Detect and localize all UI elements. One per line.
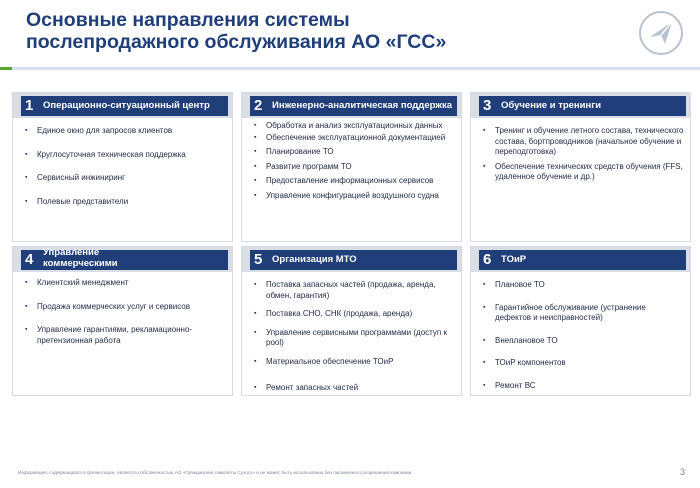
- card-header: [21, 96, 228, 116]
- list-item: ▪ Поставка запасных частей (продажа, аренда, обмен, гарантия): [254, 280, 455, 301]
- list-item: ▪ Продажа коммерческих услуг и сервисов: [25, 302, 226, 313]
- title-divider: [0, 67, 700, 70]
- card-items: [254, 280, 455, 394]
- list-item: ▪ Круглосуточная техническая поддержка: [25, 150, 226, 161]
- page-title: [26, 9, 586, 53]
- card-number: 6: [483, 251, 492, 268]
- list-item: ▪ Обеспечение эксплуатационной документацией: [254, 133, 455, 144]
- card-logistics: [241, 246, 462, 396]
- list-item: ▪ Предоставление информационных сервисов: [254, 176, 455, 187]
- card-engineering-support: [241, 92, 462, 242]
- list-item: ▪ Управление гарантиями, рекламационно-претензионная работа: [25, 325, 226, 346]
- list-item: ▪ ТОиР компонентов: [483, 358, 684, 369]
- list-item: ▪ Плановое ТО: [483, 280, 684, 291]
- list-item: ▪ Ремонт запасных частей: [254, 383, 455, 394]
- card-header: [21, 247, 228, 280]
- card-items: [25, 126, 226, 207]
- card-header: [250, 96, 457, 116]
- card-number: 3: [483, 97, 492, 114]
- list-item: ▪ Тренинг и обучение летного состава, технического состава, бортпроводников (начальное обучение и переподготовка): [483, 126, 684, 158]
- page-title-line-2: послепродажного обслуживания АО «ГСС»: [26, 31, 447, 53]
- list-item: ▪ Поставка СНО, СНК (продажа, аренда): [254, 309, 455, 320]
- list-item: ▪ Управление сервисными программами (доступ к pool): [254, 328, 455, 349]
- card-items: [483, 280, 684, 391]
- page-number: 3: [680, 467, 686, 477]
- card-title: Управление коммерческими услугами: [43, 247, 118, 280]
- list-item: ▪ Сервисный инжиниринг: [25, 173, 226, 184]
- page-title-line-1: Основные направления системы: [26, 9, 350, 31]
- list-item: ▪ Внеплановое ТО: [483, 336, 684, 347]
- list-item: ▪ Ремонт ВС: [483, 381, 684, 392]
- card-header: [250, 250, 457, 270]
- list-item: ▪ Гарантийное обслуживание (устранение дефектов и неисправностей): [483, 303, 684, 324]
- list-item: ▪ Единое окно для запросов клиентов: [25, 126, 226, 137]
- list-item: ▪ Клиентский менеджмент: [25, 278, 226, 289]
- card-items: [25, 278, 226, 346]
- list-item: ▪ Планирование ТО: [254, 147, 455, 158]
- card-title: Операционно-ситуационный центр: [43, 100, 210, 111]
- card-number: 4: [25, 251, 34, 268]
- card-number: 5: [254, 251, 263, 268]
- card-title: Обучение и тренинги: [501, 100, 602, 111]
- footer-disclaimer: Информация, содержащаяся в презентации, является собственностью АО «Гражданские самолеты Сухого» и не может быть использована без письменного разрешения компании: [18, 470, 412, 475]
- card-title: Организация МТО: [272, 254, 357, 265]
- card-title: ТОиР: [501, 254, 527, 265]
- card-training: [470, 92, 691, 242]
- card-number: 1: [25, 97, 34, 114]
- list-item: ▪ Материальное обеспечение ТОиР: [254, 357, 455, 368]
- card-number: 2: [254, 97, 263, 114]
- list-item: ▪ Управление конфигурацией воздушного судна: [254, 191, 455, 202]
- company-logo-icon: [638, 10, 684, 56]
- list-item: ▪ Обеспечение технических средств обучения (FFS, удаленное обучение и др.): [483, 162, 684, 183]
- card-items: [483, 126, 684, 183]
- list-item: ▪ Развитие программ ТО: [254, 162, 455, 173]
- card-maintenance: [470, 246, 691, 396]
- card-commercial-services: [12, 246, 233, 396]
- card-title: Инженерно-аналитическая поддержка: [272, 100, 453, 111]
- card-header: [479, 96, 686, 116]
- list-item: ▪ Обработка и анализ эксплуатационных данных: [254, 121, 455, 132]
- list-item: ▪ Полевые представители: [25, 197, 226, 208]
- card-items: [254, 121, 455, 201]
- card-operations-center: [12, 92, 233, 242]
- card-header: [479, 250, 686, 270]
